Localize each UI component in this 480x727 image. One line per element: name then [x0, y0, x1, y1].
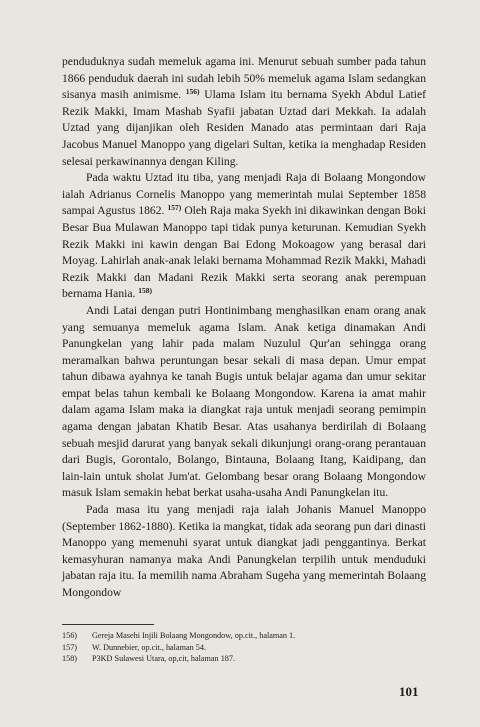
footnote-text: P3KD Sulawesi Utara, op,cit, halaman 187.	[92, 654, 236, 664]
footnote	[62, 630, 426, 642]
footnote-text: Gereja Masehi Injili Bolaang Mongondow, op.cit., halaman 1.	[92, 631, 296, 640]
paragraph-text: Pada waktu Uztad itu tiba, yang menjadi Raja di Bolaang Mongondow ialah Adrianus Cornelis Manoppo yang memerintah mulai September 1858 sampai Agustus 1862.	[62, 171, 426, 218]
paragraph-text: Oleh Raja maka Syekh ini dikawinkan dengan Boki Besar Bua Mulawan Manoppo tapi tidak punya keturunan. Kemudian Syekh Rezik Makki ini kawin dengan Bai Edong Mokoagow yang berasal dari Moyag. Lahirlah anak-anak lelaki bernama Mohammad Rezik Makki, Mahadi Rezik Makki dan Madani Rezik Makki serta seorang anak perempuan bernama Hania.	[62, 204, 426, 301]
paragraph-text: Pada masa itu yang menjadi raja ialah Johanis Manuel Manoppo (September 1862-1880). Ketika ia mangkat, tidak ada seorang pun dari dinasti Manoppo yang memenuhi syarat untuk diangkat jadi penggantinya. Berkat kemasyhuran namanya maka Andi Panungkelan terpilih untuk menduduki jabatan raja itu. Ia memilih nama Abraham Sugeha yang memerintah Bolaang Mongondow	[62, 503, 426, 599]
paragraph-text: penduduknya sudah memeluk agama ini. Menurut sebuah sumber pada tahun 1866 penduduk daerah ini sudah lebih 50% memeluk agama Islam sedangkan sisanya masih animisme.	[62, 55, 426, 102]
footnote-text: W. Dunnebier, op.cit., halaman 54.	[92, 642, 206, 652]
footnote-number: 158)	[62, 654, 78, 664]
paragraph	[62, 170, 426, 303]
footnote	[62, 653, 426, 665]
paragraph	[62, 54, 426, 170]
footnote-reference: 158)	[138, 286, 153, 296]
footnote-reference: 157)	[167, 203, 182, 213]
footnote-number: 157)	[62, 642, 78, 652]
paragraph	[62, 502, 426, 602]
paragraph-text: Ulama Islam itu bernama Syekh Abdul Latief Rezik Makki, Imam Mashab Syafii jabatan Uztad dari Mekkah. Ia adalah Uztad yang dijanjikan oleh Residen Manado atas permintaan dari Raja Jacobus Manuel Manoppo yang digelari Sultan, ketika ia menghadap Residen selesai perkawinannya dengan Kiling.	[62, 88, 427, 168]
body-text	[62, 54, 426, 602]
page-number: 101	[399, 684, 419, 699]
footnote	[62, 642, 426, 654]
footnote-number: 156)	[62, 631, 78, 640]
paragraph-text: Andi Latai dengan putri Hontinimbang menghasilkan enam orang anak yang semuanya memeluk agama Islam. Anak ketiga dinamakan Andi Panungkelan yang lahir pada malam Nuzulul Qur'an sehingga orang meramalkan bahwa peruntungan besar sekali di masa depan. Umur empat tahun dibawa ayahnya ke tanah Bugis untuk belajar agama dan umur sekitar empat belas tahun kembali ke Bolaang Mongondow. Karena ia amat mahir dalam agama Islam maka ia diangkat raja untuk menjadi seorang pemimpin agama dengan jabatan Khatib Besar. Atas usahanya berdirilah di Bolaang sebuah mesjid darurat yang banyak sekali dikunjungi orang-orang perantauan dari Bugis, Gorontalo, Bolango, Bintauna, Bolaang Itang, Kaidipang, dan lain-lain untuk sholat Jum'at. Gelombang besar orang Bolaang Mongondow masuk Islam semakin hebat berkat usaha-usaha Andi Panungkelan itu.	[62, 303, 426, 500]
footnote-reference: 156)	[185, 87, 200, 97]
footnotes	[62, 630, 426, 665]
paragraph	[62, 303, 426, 502]
footnote-divider	[62, 624, 154, 625]
